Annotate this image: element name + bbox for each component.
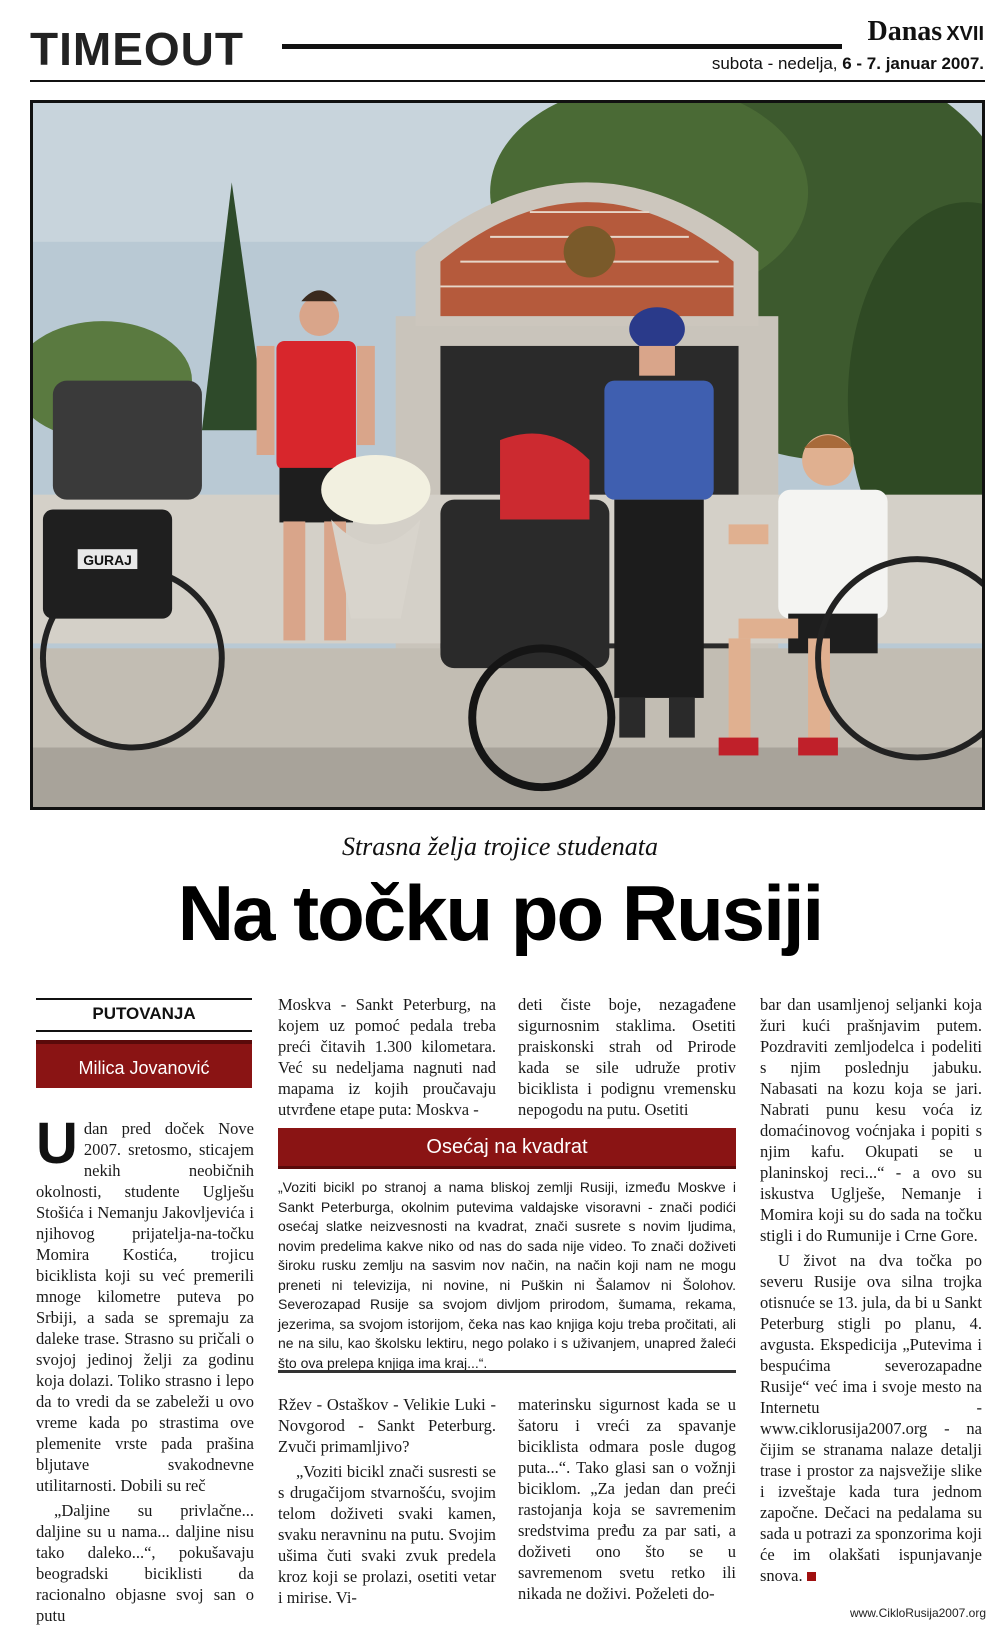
col2-bottom-p2: „Voziti bicikl znači susresti se s drugačijom stvarnošću, svojim telom doživeti svaki kamen, svaku neravninu na putu. Svojim ušima čuti svaki zvuk predela kroz koji se prolazi, osetiti vetar i mirise. Vi-: [278, 1462, 496, 1607]
bag-tag: GURAJ: [83, 552, 132, 569]
col3-top-text: deti čiste boje, nezagađene sigurnosnim staklima. Osetiti praiskonski strah od Prirode kada se sile udruže protiv biciklista i podignu vremensku nepogodu na putu. Osetiti: [518, 995, 736, 1119]
sidebar-box-text: „Voziti bicikl po stranoj a nama bliskoj zemlji Rusiji, između Moskve i Sankt Peterburga, okolnim putevima valdajske visoravni - znači podići osećaj slatke neizvesnosti na kvadrat, znači susrete s novim ljudima, novim predelima kakve niko od nas do sada nije video. To znači doživeti široku rusku zemlju na sasvim nov način, na način koji nam ne mogu preneti ni televizija, ni novine, ni Puškin ni Šalamov ni Šolohov. Severozapad Rusije sa svojom divljom prirodom, šumama, rekama, jezerima, sa svojom istorijom, čeka nas kao knjiga koju treba pročitati, ali ne na silu, kao školsku lektiru, nego polako i s uživanjem, unapred žaleći što ova prelepa knjiga ima kraj...“.: [278, 1179, 736, 1371]
issue-date: [712, 54, 984, 74]
header-bottom-rule: [30, 80, 985, 82]
quote-paragraph: „Daljine su privlačne... daljine su u nama... daljine nisu tako daleko...“, pokušavaju beogradski biciklisti da racionalno objasne svoj san o putu: [36, 1501, 254, 1625]
col3-bottom-p1: materinsku sigurnost kada se u šatoru i vreći za spavanje biciklista odmara posle dugog puta...“. Tako glasi san o vožnji biciklom. „Za jedan dan preći rastojanja koja se savremenim sredstvima pređu za par sati, a doživeti ono što se u savremenom svetu retko ili nikada ne doživi. Poželeti do-: [518, 1395, 736, 1603]
article-kicker: Strasna želja trojice studenata: [341, 832, 659, 861]
sidebar-box-title: Osećaj na kvadrat: [278, 1128, 736, 1169]
rubric-rule-bottom: [36, 1030, 252, 1032]
intro-paragraph: [36, 1111, 254, 1496]
section-title: TIMEOUT: [30, 23, 244, 75]
author-byline: Milica Jovanović: [36, 1040, 252, 1088]
col4-p2-text: U život na dva točka po severu Rusije ova silna trojka otisnuće se 13. jula, da bi u Sankt Peterburg stigli po planu, 4. avgusta. Ekspedicija „Putevima i bespućima severozapadne Rusije“ već ima i svoje mesto na Internetu - www.ciklorusija2007.org - na čijim se stranama nalaze detalji trase i prostor za najsvežije slike i izveštaje kada tura jednom započne. Dečaci na pedalama su sada u potrazi za sponzorima koji će im olakšati ispunjavanje snova.: [760, 1251, 982, 1585]
end-mark-icon: [807, 1572, 816, 1581]
cyclists-photo-illustration: [33, 103, 982, 807]
website-footer: www.CikloRusija2007.org: [849, 1606, 986, 1620]
column-3-bottom: [518, 1394, 736, 1608]
column-2-top: [278, 994, 496, 1124]
column-1: [36, 1111, 254, 1630]
column-2-bottom: [278, 1394, 496, 1612]
col4-p2: [760, 1250, 982, 1586]
col2-top-text: Moskva - Sankt Peterburg, na kojem uz pomoć pedala treba preći čitavih 1.300 kilometara. Već su nedeljama nagnuti nad mapama iz kojih proučavaju utvrđene etape puta: Moskva -: [278, 995, 496, 1119]
newspaper-logo: Danas: [867, 16, 943, 47]
article-photo: [30, 100, 985, 810]
header-rule: [282, 44, 842, 49]
col2-bottom-p1: Ržev - Ostaškov - Velikie Luki - Novgorod - Sankt Peterburg. Zvuči primamljivo?: [278, 1395, 496, 1456]
drop-cap: U: [36, 1111, 78, 1176]
date-prefix: subota - nedelja,: [711, 54, 843, 73]
sidebar-box-rule: [278, 1370, 736, 1373]
section-rubric: PUTOVANJA: [92, 1004, 196, 1023]
intro-text: dan pred doček Nove 2007. sretosmo, sticajem nekih neobičnih okolnosti, studente Uglješu Stošića i Nemanju Jakovljevića i njihovog prijatelja-na-točku Momira Kostića, trojicu biciklista koji su već premerili mnoge kilometre puteva po Srbiji, a sada se spremaju za daleke trase. Strasno su pričali o svojoj jedinoj želji za godinu koja dolazi. Toliko strasno i lepo da to vredi da se zabeleži u ovo vreme kada po strastima ove plemenite vrste pada prašina bljutave svakodnevne utilitarnosti. Dobili su reč: [36, 1119, 254, 1495]
date-value: 6 - 7. januar 2007.: [842, 54, 984, 73]
newspaper-name: [868, 16, 985, 48]
column-3-top: [518, 994, 736, 1124]
column-4: [760, 994, 982, 1590]
article-headline: Na točku po Rusiji: [177, 869, 823, 957]
page-number: XVII: [946, 23, 984, 45]
rubric-rule-top: [36, 998, 252, 1000]
col4-p1: bar dan usamljenoj seljanki koja žuri kući prašnjavim putem. Pozdraviti zemljodelca i podeliti s njim poslednju jabuku. Nabasati na kozu koja se jari. Nabrati punu kesu voća iz domaćinovog voćnjaka i popiti s njim kafu. Okupati se u planinskoj reci...“ - a ovo su iskustva Uglješe, Nemanje i Momira koji su do sada na točku stigli i do Rumunije i Crne Gore.: [760, 995, 982, 1245]
